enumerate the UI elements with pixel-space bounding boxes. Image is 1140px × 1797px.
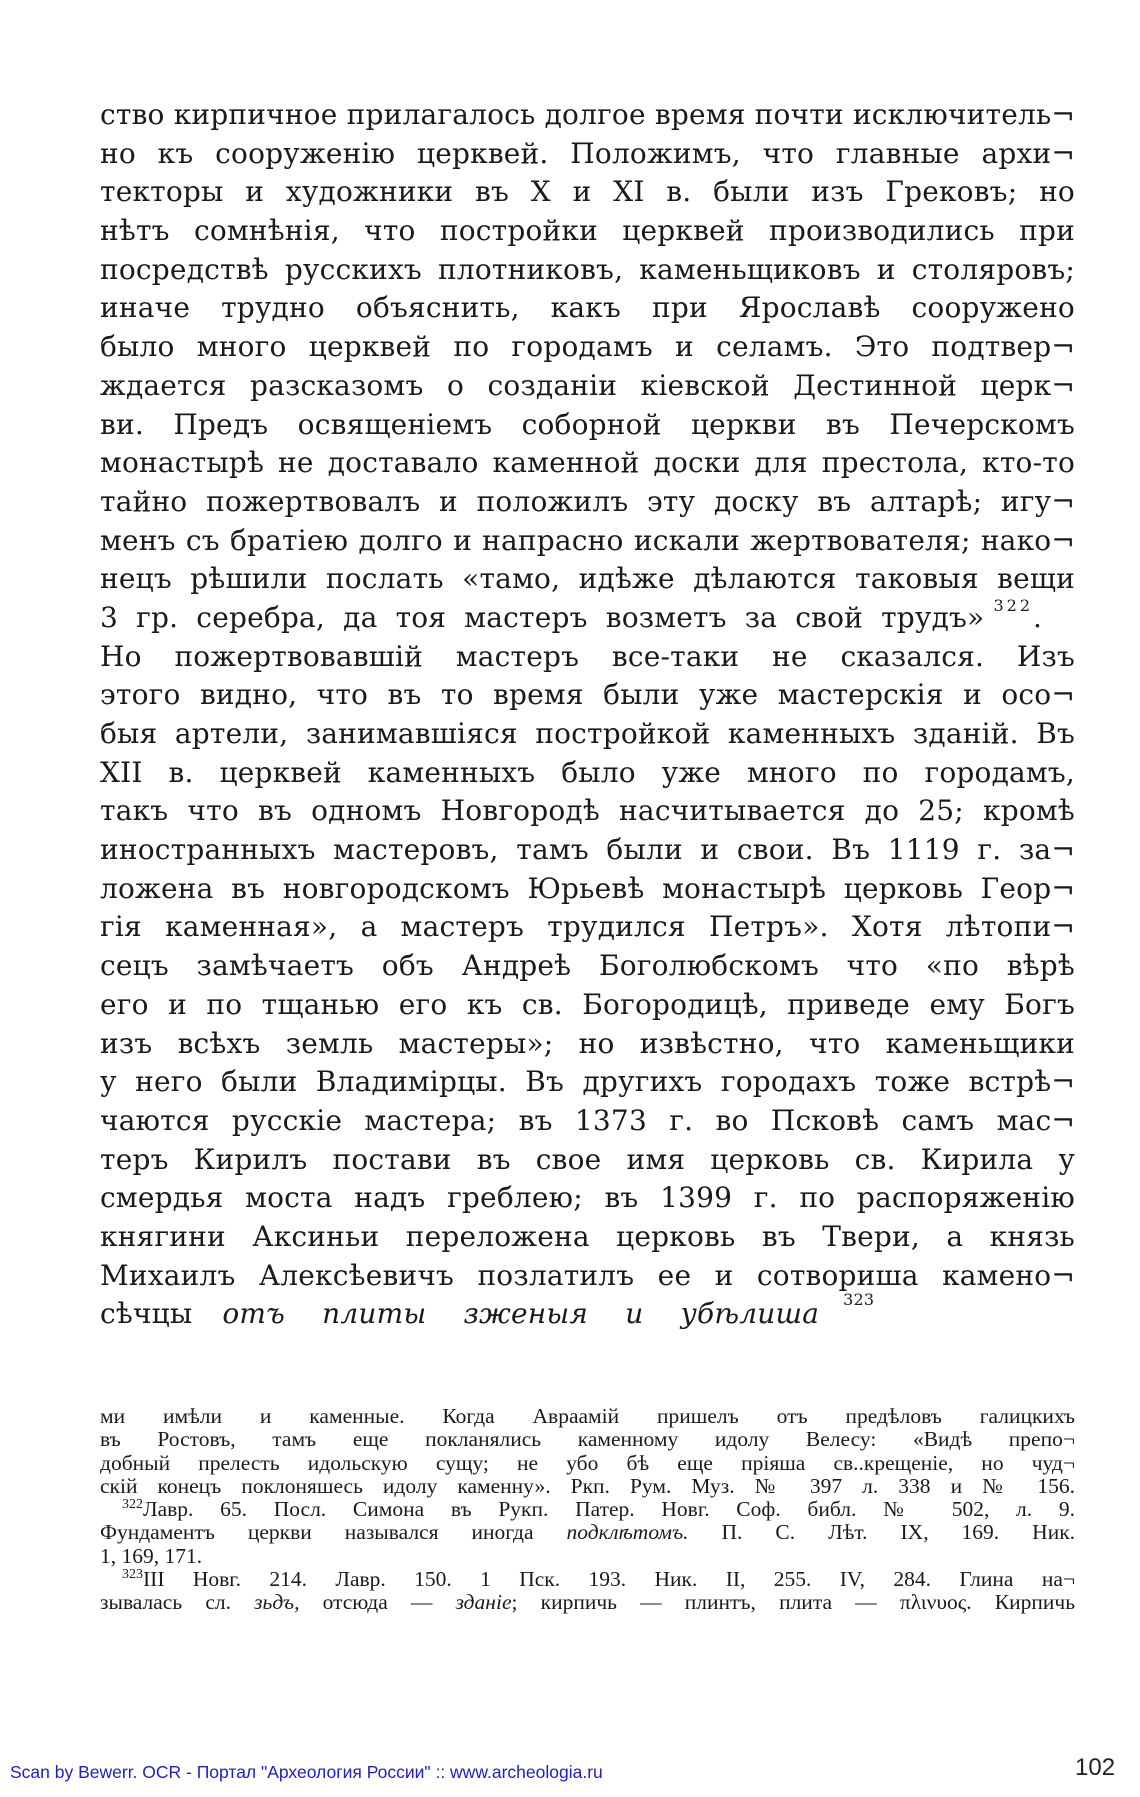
footnote-text: Лавр. 65. Посл. Симона въ Рукп. Патер. Новг. Соф. библ. № 502, л. 9. xyxy=(143,1497,1075,1522)
text-line: ство кирпичное прилагалось долгое время почти исключитель¬ xyxy=(100,98,1076,131)
footnote-text: Фундаментъ церкви назывался иногда xyxy=(100,1520,534,1545)
text-line: ложена въ новгородскомъ Юрьевѣ монастырѣ церковь Геор¬ xyxy=(100,871,1075,905)
text-line: иначе трудно объяснить, какъ при Ярославѣ сооружено xyxy=(100,291,1075,325)
text-line: сецъ замѣчаетъ объ Андреѣ Боголюбскомъ что «по вѣрѣ xyxy=(100,949,1075,983)
footnote-322-line xyxy=(100,1521,1075,1544)
footnote-322-line: 1, 169, 171. xyxy=(100,1543,203,1568)
footnote-322-line xyxy=(100,1498,1075,1521)
footnote-text: отсюда — xyxy=(322,1590,433,1615)
text-line: быя артели, занимавшіяся постройкой каменныхъ зданій. Въ xyxy=(100,717,1075,750)
footnotes xyxy=(100,1405,1075,1615)
line-text: сѣчцы xyxy=(100,1297,193,1331)
text-line: чаются русскіе мастера; въ 1373 г. во Псковѣ самъ мас¬ xyxy=(100,1103,1075,1137)
text-line: изъ всѣхъ земль мастеры»; но извѣстно, что каменьщики xyxy=(100,1026,1075,1060)
text-line: иностранныхъ мастеровъ, тамъ были и свои. Въ 1119 г. за¬ xyxy=(100,833,1075,867)
footnote-ref-322[interactable]: 322 xyxy=(993,595,1034,615)
footnote-line: въ Ростовъ, тамъ еще покланялись каменному идолу Велесу: «Видѣ препо¬ xyxy=(100,1427,1075,1452)
text-line: княгини Аксиньи переложена церковь въ Твери, а князь xyxy=(100,1219,1075,1253)
text-line: этого видно, что въ то время были уже мастерскія и осо¬ xyxy=(100,678,1075,712)
text-line: Михаилъ Алексѣевичъ позлатилъ ее и сотвориша камено¬ xyxy=(100,1258,1075,1292)
text-line: посредствѣ русскихъ плотниковъ, каменьщиковъ и столяровъ; xyxy=(100,252,1075,286)
footnote-text: ; кирпичь — плинтъ, плита — πλινυος. Кирпичь xyxy=(511,1590,1076,1615)
italic-quote: отъ плиты зженыя и убѣлиша xyxy=(222,1297,820,1331)
text-line: но къ сооруженію церквей. Положимъ, что главные архи¬ xyxy=(100,136,1075,170)
footnote-number-323: 323 xyxy=(122,1567,143,1583)
text-line: смердья моста надъ греблею; въ 1399 г. по распоряженію xyxy=(100,1181,1075,1215)
scan-credit: Scan by Bewerr. OCR - Портал "Археология России" :: www.archeologia.ru xyxy=(10,1762,603,1782)
footnote-323-line xyxy=(100,1591,1075,1614)
main-text xyxy=(100,96,1075,1334)
text-line: теръ Кирилъ постави въ свое имя церковь св. Кирила у xyxy=(100,1142,1075,1176)
footnote-ref-323[interactable]: 323 xyxy=(843,1290,875,1310)
text-line: гія каменная», а мастеръ трудился Петръ». Хотя лѣтопи¬ xyxy=(100,910,1075,944)
footnote-emphasis: подклѣтомъ. xyxy=(566,1520,689,1545)
text-line: текторы и художники въ X и XI в. были изъ Грековъ; но xyxy=(100,175,1075,209)
text-line: менъ съ братіею долго и напрасно искали жертвователя; нако¬ xyxy=(100,523,1075,557)
footnote-line: добный прелесть идольскую сущу; не убо бѣ еще пріяша св..крещеніе, но чуд¬ xyxy=(100,1450,1075,1475)
text-line: Но пожертвовавшій мастеръ все-таки не сказался. Изъ xyxy=(100,639,1075,673)
footnote-text: III Новг. 214. Лавр. 150. 1 Пск. 193. Ник. II, 255. IV, 284. Глина на¬ xyxy=(143,1567,1075,1592)
text-line: его и по тщанью его къ св. Богородицѣ, приведе ему Богъ xyxy=(100,987,1075,1021)
text-line: нецъ рѣшили послать «тамо, идѣже дѣлаются таковыя вещи xyxy=(100,562,1075,596)
line-text: 3 гр. серебра, да тоя мастеръ возметъ за свой трудъ» xyxy=(100,600,985,634)
footnote-323-line xyxy=(100,1568,1075,1591)
text-line-with-footnote-ref xyxy=(100,595,1075,638)
footnote-text: зывалась сл. xyxy=(100,1590,231,1615)
footnote-emphasis: зьдъ, xyxy=(254,1590,300,1615)
footnote-text: П. С. Лѣт. IX, 169. Ник. xyxy=(721,1520,1076,1545)
line-punct: . xyxy=(1033,600,1043,634)
text-line: было много церквей по городамъ и селамъ. Это подтвер¬ xyxy=(100,330,1075,364)
text-line: ждается разсказомъ о созданіи кіевской Дестинной церк¬ xyxy=(100,368,1075,402)
footnote-emphasis: зданіе xyxy=(455,1590,512,1615)
text-line: такъ что въ одномъ Новгородѣ насчитывается до 25; кромѣ xyxy=(100,794,1075,828)
text-line-last xyxy=(100,1290,1075,1334)
text-line: монастырѣ не доставало каменной доски для престола, кто-то xyxy=(100,446,1075,480)
footnote-line: скій конецъ поклоняшесь идолу каменну». Ркп. Рум. Муз. № 397 л. 338 и № 156. xyxy=(100,1473,1075,1498)
text-line: у него были Владимірцы. Въ другихъ городахъ тоже встрѣ¬ xyxy=(100,1065,1075,1099)
text-line: нѣтъ сомнѣнія, что постройки церквей производились при xyxy=(100,214,1075,248)
text-line: XII в. церквей каменныхъ было уже много по городамъ, xyxy=(100,755,1075,789)
text-line: ви. Предъ освященіемъ соборной церкви въ Печерскомъ xyxy=(100,407,1075,441)
footnote-line: ми имѣли и каменные. Когда Авраамій пришелъ отъ предѣловъ галицкихъ xyxy=(100,1404,1075,1428)
footnote-number-322: 322 xyxy=(122,1497,143,1513)
text-line: тайно пожертвовалъ и положилъ эту доску въ алтарѣ; игу¬ xyxy=(100,484,1075,518)
page-number: 102 xyxy=(1075,1754,1116,1781)
